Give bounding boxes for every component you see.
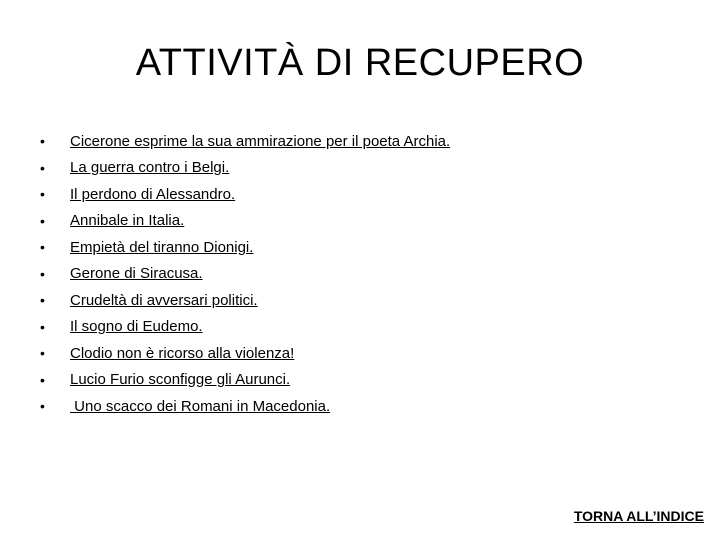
bullet-icon: • (40, 212, 45, 229)
bullet-icon: • (40, 345, 45, 362)
bullet-icon: • (40, 239, 45, 256)
list-item (40, 314, 450, 341)
list-item (40, 128, 450, 155)
activity-link-gerone[interactable]: Gerone di Siracusa. (70, 265, 203, 283)
bullet-icon: • (40, 133, 45, 150)
list-item (40, 393, 450, 420)
bullet-icon: • (40, 318, 45, 335)
slide-title: ATTIVITÀ DI RECUPERO (135, 42, 585, 84)
bullet-icon: • (40, 265, 45, 282)
bullet-icon: • (40, 159, 45, 176)
bullet-icon: • (40, 292, 45, 309)
bullet-icon: • (40, 398, 45, 415)
activity-link-clodio[interactable]: Clodio non è ricorso alla violenza! (70, 344, 295, 362)
list-item (40, 367, 450, 394)
activity-link-archia[interactable]: Cicerone esprime la sua ammirazione per il poeta Archia. (70, 132, 451, 150)
back-to-index-link[interactable]: TORNA ALL’INDICE (573, 508, 704, 524)
activity-link-annibale[interactable]: Annibale in Italia. (70, 212, 185, 230)
activity-link-avversari[interactable]: Crudeltà di avversari politici. (70, 291, 258, 309)
bullet-icon: • (40, 186, 45, 203)
activity-link-alessandro[interactable]: Il perdono di Alessandro. (70, 185, 236, 203)
list-item (40, 234, 450, 261)
list-item (40, 340, 450, 367)
list-item (40, 208, 450, 235)
activity-link-dionigi[interactable]: Empietà del tiranno Dionigi. (70, 238, 254, 256)
list-item (40, 181, 450, 208)
list-item (40, 261, 450, 288)
activity-link-macedonia[interactable]: Uno scacco dei Romani in Macedonia. (70, 397, 331, 415)
activity-link-eudemo[interactable]: Il sogno di Eudemo. (70, 318, 203, 336)
bullet-icon: • (40, 371, 45, 388)
activity-link-furio[interactable]: Lucio Furio sconfigge gli Aurunci. (70, 371, 291, 389)
list-item (40, 155, 450, 182)
activity-link-belgi[interactable]: La guerra contro i Belgi. (70, 159, 230, 177)
list-item (40, 287, 450, 314)
activity-list (40, 128, 450, 420)
